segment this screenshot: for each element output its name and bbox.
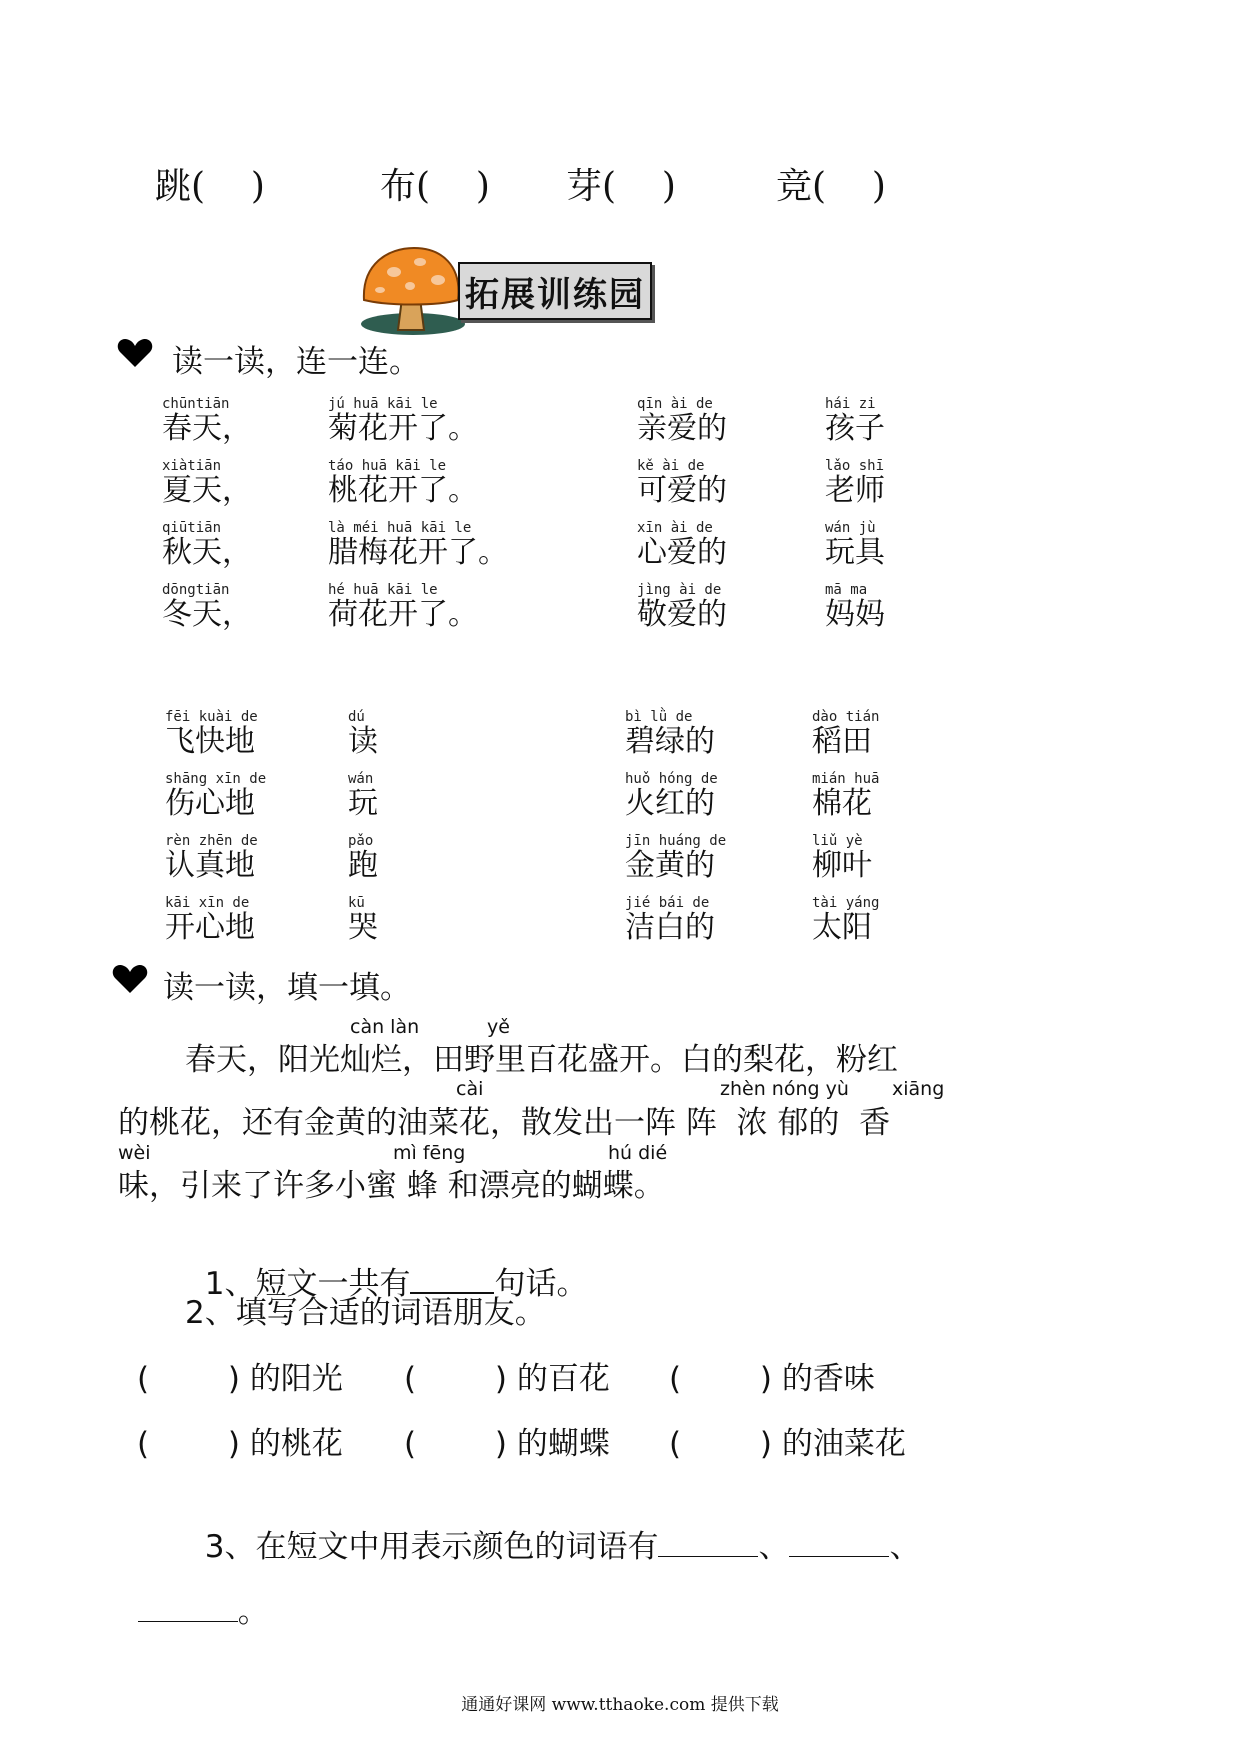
question-3-cont: 。 <box>118 1550 269 1631</box>
fill-item[interactable]: ( ) 的蝴蝶 <box>404 1426 610 1462</box>
answer-blank[interactable] <box>789 1530 889 1557</box>
hanzi-label: 荷花开了。 <box>328 597 478 632</box>
match-word[interactable] <box>812 895 879 945</box>
pinyin-label: kū <box>348 895 365 911</box>
pinyin-label: jú huā kāi le <box>328 396 438 412</box>
pinyin-label: lǎo shī <box>825 458 885 474</box>
pinyin-label: fēi kuài de <box>165 709 258 725</box>
pinyin-label: wán jù <box>825 520 876 536</box>
fill-item[interactable]: ( ) 的阳光 <box>137 1361 343 1397</box>
pinyin-label: bì lǜ de <box>625 709 693 725</box>
hanzi-label: 亲爱的 <box>637 411 727 446</box>
question-3: 3、在短文中用表示颜色的词语有 、 、 <box>204 1529 921 1565</box>
section1-heading: 读一读，连一连。 <box>172 344 420 380</box>
question-1: 1、短文一共有 句话。 <box>204 1266 588 1302</box>
match-word[interactable] <box>328 458 478 508</box>
hanzi-label: 春天， <box>162 411 252 446</box>
match-word[interactable] <box>328 396 478 446</box>
hanzi-label: 金黄的 <box>625 848 715 883</box>
pinyin-label: wán <box>348 771 374 787</box>
pinyin-label: jié bái de <box>625 895 710 911</box>
pinyin-label: hái zi <box>825 396 876 412</box>
match-word[interactable] <box>825 396 885 446</box>
hanzi-label: 夏天， <box>162 473 252 508</box>
match-word[interactable] <box>162 458 252 508</box>
pinyin-label: chūntiān <box>162 396 230 412</box>
hanzi-label: 洁白的 <box>625 910 715 945</box>
fill-item[interactable]: ( ) 的桃花 <box>137 1426 343 1462</box>
hanzi-label: 读 <box>348 724 378 759</box>
match-word[interactable] <box>812 709 879 759</box>
hanzi-label: 太阳 <box>812 910 872 945</box>
heart-icon <box>117 338 153 368</box>
pinyin-label: dōngtiān <box>162 582 230 598</box>
pinyin-label: huǒ hóng de <box>625 771 718 787</box>
hanzi-label: 玩 <box>348 786 378 821</box>
top-item-4: 竞( ) <box>776 166 886 207</box>
hanzi-label: 玩具 <box>825 535 885 570</box>
pinyin-label: jīn huáng de <box>625 833 727 849</box>
pinyin-label: xīn ài de <box>637 520 713 536</box>
match-word[interactable] <box>637 582 727 632</box>
match-word[interactable] <box>348 709 378 759</box>
pinyin-label: dào tián <box>812 709 880 725</box>
match-word[interactable] <box>625 895 715 945</box>
match-word[interactable] <box>637 396 727 446</box>
fill-item[interactable]: ( ) 的香味 <box>669 1361 875 1397</box>
question-2: 2、填写合适的词语朋友。 <box>185 1295 546 1331</box>
match-word[interactable] <box>637 458 727 508</box>
hanzi-label: 碧绿的 <box>625 724 715 759</box>
pinyin-label: hé huā kāi le <box>328 582 438 598</box>
hanzi-label: 飞快地 <box>165 724 255 759</box>
match-word[interactable] <box>625 709 715 759</box>
pinyin-label: qīn ài de <box>637 396 713 412</box>
passage-line: 的桃花，还有金黄的油菜花，散发出一阵 阵 浓 郁的 香 <box>118 1105 891 1141</box>
match-word[interactable] <box>165 833 258 883</box>
answer-blank[interactable] <box>138 1595 238 1622</box>
pinyin-annotation: càn làn <box>350 1016 420 1038</box>
match-word[interactable] <box>162 396 252 446</box>
hanzi-label: 敬爱的 <box>637 597 727 632</box>
match-word[interactable] <box>162 520 252 570</box>
match-word[interactable] <box>812 771 879 821</box>
hanzi-label: 秋天， <box>162 535 252 570</box>
pinyin-label: dú <box>348 709 365 725</box>
pinyin-label: táo huā kāi le <box>328 458 447 474</box>
section2-heading: 读一读，填一填。 <box>163 970 411 1006</box>
top-item-1: 跳( ) <box>155 166 265 207</box>
pinyin-annotation: hú dié <box>608 1142 668 1164</box>
match-word[interactable] <box>348 895 378 945</box>
fill-item[interactable]: ( ) 的油菜花 <box>669 1426 906 1462</box>
pinyin-label: mā ma <box>825 582 868 598</box>
hanzi-label: 开心地 <box>165 910 255 945</box>
hanzi-label: 孩子 <box>825 411 885 446</box>
pinyin-label: xiàtiān <box>162 458 222 474</box>
match-word[interactable] <box>165 709 258 759</box>
hanzi-label: 柳叶 <box>812 848 872 883</box>
pinyin-annotation: cài <box>456 1078 484 1100</box>
pinyin-annotation: mì fēng <box>393 1142 466 1164</box>
pinyin-label: liǔ yè <box>812 833 863 849</box>
hanzi-label: 伤心地 <box>165 786 255 821</box>
hanzi-label: 棉花 <box>812 786 872 821</box>
hanzi-label: 可爱的 <box>637 473 727 508</box>
hanzi-label: 跑 <box>348 848 378 883</box>
match-word[interactable] <box>165 895 255 945</box>
pinyin-annotation: xiāng <box>892 1078 945 1100</box>
match-word[interactable] <box>825 582 885 632</box>
hanzi-label: 菊花开了。 <box>328 411 478 446</box>
top-item-2: 布( ) <box>380 166 490 207</box>
passage-line: 春天，阳光灿烂，田野里百花盛开。白的梨花，粉红 <box>185 1042 898 1078</box>
top-item-3: 芽( ) <box>566 166 676 207</box>
match-word[interactable] <box>625 771 718 821</box>
pinyin-label: pǎo <box>348 833 374 849</box>
match-word[interactable] <box>165 771 266 821</box>
hanzi-label: 老师 <box>825 473 885 508</box>
match-word[interactable] <box>825 520 885 570</box>
hanzi-label: 心爱的 <box>637 535 727 570</box>
banner-title: 拓展训练园 <box>458 262 652 320</box>
hanzi-label: 火红的 <box>625 786 715 821</box>
pinyin-label: mián huā <box>812 771 880 787</box>
answer-blank[interactable] <box>658 1530 758 1557</box>
match-word[interactable] <box>348 771 378 821</box>
passage-line: 味，引来了许多小蜜 蜂 和漂亮的蝴蝶。 <box>118 1168 665 1204</box>
footer-text: 通通好课网 www.tthaoke.com 提供下载 <box>461 1695 779 1715</box>
pinyin-annotation: zhèn nóng yù <box>720 1078 849 1100</box>
pinyin-label: kāi xīn de <box>165 895 250 911</box>
hanzi-label: 冬天， <box>162 597 252 632</box>
pinyin-label: kě ài de <box>637 458 705 474</box>
match-word[interactable] <box>328 520 508 570</box>
match-word[interactable] <box>825 458 885 508</box>
hanzi-label: 桃花开了。 <box>328 473 478 508</box>
hanzi-label: 腊梅花开了。 <box>328 535 508 570</box>
heart-icon <box>112 964 148 994</box>
fill-item[interactable]: ( ) 的百花 <box>404 1361 610 1397</box>
mushroom-icon <box>358 244 468 340</box>
pinyin-label: tài yáng <box>812 895 880 911</box>
match-word[interactable] <box>637 520 727 570</box>
pinyin-label: shāng xīn de <box>165 771 267 787</box>
pinyin-label: rèn zhēn de <box>165 833 258 849</box>
hanzi-label: 认真地 <box>165 848 255 883</box>
hanzi-label: 稻田 <box>812 724 872 759</box>
hanzi-label: 妈妈 <box>825 597 885 632</box>
match-word[interactable] <box>625 833 726 883</box>
match-word[interactable] <box>348 833 378 883</box>
match-word[interactable] <box>162 582 252 632</box>
match-word[interactable] <box>812 833 872 883</box>
hanzi-label: 哭 <box>348 910 378 945</box>
pinyin-label: jìng ài de <box>637 582 722 598</box>
pinyin-annotation: yě <box>487 1016 510 1038</box>
pinyin-annotation: wèi <box>118 1142 151 1164</box>
pinyin-label: là méi huā kāi le <box>328 520 472 536</box>
match-word[interactable] <box>328 582 478 632</box>
pinyin-label: qiūtiān <box>162 520 222 536</box>
